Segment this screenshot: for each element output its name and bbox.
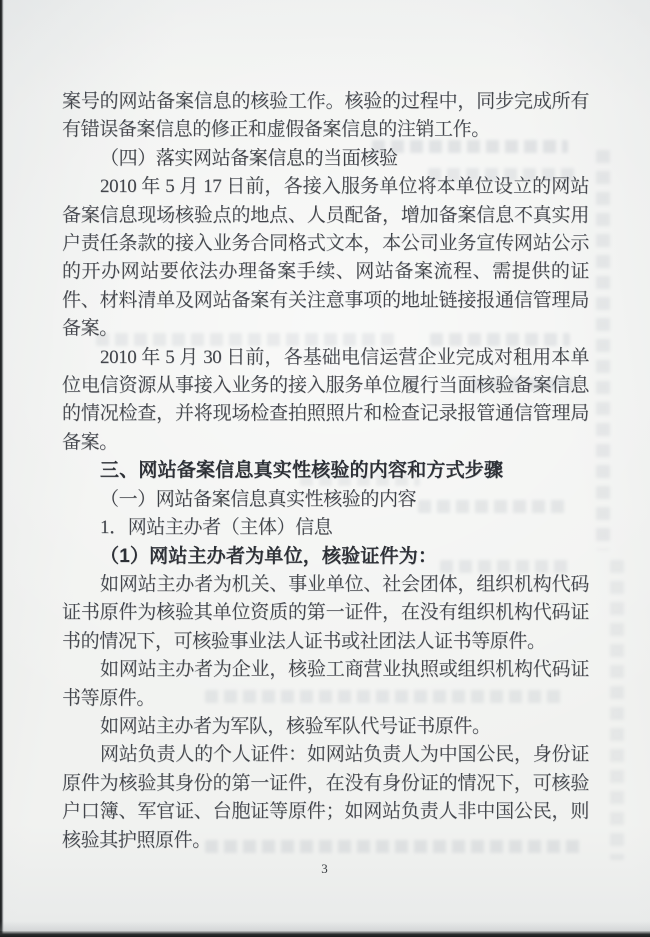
scan-edge-left bbox=[0, 0, 4, 937]
paragraph: 案号的网站备案信息的核验工作。核验的过程中，同步完成所有有错误备案信息的修正和虚假备案信息的注销工作。 bbox=[62, 91, 589, 141]
paragraph: 如网站主办者为机关、事业单位、社会团体，组织机构代码证书原件为核验其单位资质的第一证件，在没有组织机构代码证书的情况下，可核验事业法人证书或社团法人证书等原件。 bbox=[62, 573, 589, 652]
document-body bbox=[62, 88, 589, 855]
scan-edge-bottom bbox=[0, 931, 650, 937]
paragraph: （一）网站备案信息真实性核验的内容 bbox=[100, 488, 417, 510]
paragraph: （1）网站主办者为单位，核验证件为： bbox=[100, 545, 438, 567]
scan-edge-bottom-shadow bbox=[0, 921, 650, 931]
paragraph: 2010 年 5 月 30 日前，各基础电信运营企业完成对租用本单位电信资源从事接入业务的接入服务单位履行当面核验备案信息的情况检查，并将现场检查拍照照片和检查记录报管通信管理局备案。 bbox=[62, 346, 589, 453]
ink-bleed-mark bbox=[596, 150, 610, 550]
paragraph: 网站负责人的个人证件：如网站负责人为中国公民，身份证原件为核验其身份的第一证件，在没有身份证的情况下，可核验户口簿、军官证、台胞证等原件；如网站负责人非中国公民，则核验其护照原件。 bbox=[62, 744, 589, 851]
page-footer bbox=[0, 860, 650, 878]
paragraph: （四）落实网站备案信息的当面核验 bbox=[100, 147, 398, 169]
paragraph: 2010 年 5 月 17 日前，各接入服务单位将本单位设立的网站备案信息现场核验点的地点、人员配备，增加备案信息不真实用户责任条款的接入业务合同格式文本，本公司业务宣传网站公示的开办网站要依法办理备案手续、网站备案流程、需提供的证件、材料清单及网站备案有关注意事项的地址链接报通信管理局备案。 bbox=[62, 176, 589, 340]
paragraph: 三、网站备案信息真实性核验的内容和方式步骤 bbox=[100, 460, 504, 482]
page-number: 3 bbox=[321, 861, 329, 876]
paragraph: 1．网站主办者（主体）信息 bbox=[100, 517, 333, 539]
paragraph: 如网站主办者为企业，核验工商营业执照或组织机构代码证书等原件。 bbox=[62, 659, 589, 709]
ink-bleed-mark bbox=[610, 560, 624, 860]
paragraph: 如网站主办者为军队，核验军队代号证书原件。 bbox=[100, 715, 491, 737]
